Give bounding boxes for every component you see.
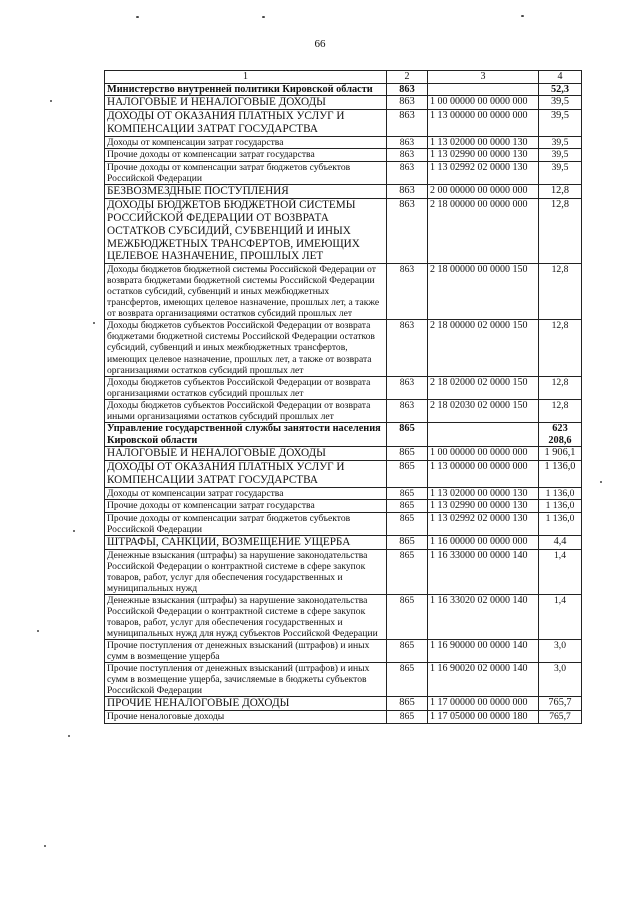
- budget-class-code-cell: 2 18 02030 02 0000 150: [428, 399, 539, 422]
- admin-code-cell: 865: [387, 487, 428, 500]
- admin-code-cell: 863: [387, 198, 428, 263]
- budget-class-code-cell: 1 16 90020 02 0000 140: [428, 663, 539, 697]
- budget-class-code-cell: [428, 422, 539, 447]
- budget-class-code-cell: 2 18 00000 02 0000 150: [428, 320, 539, 376]
- admin-code-cell: 865: [387, 500, 428, 513]
- table-row: [105, 320, 582, 376]
- row-name-cell: Доходы бюджетов субъектов Российской Федерации от возврата иными организациями остатков субсидий прошлых лет: [105, 399, 387, 422]
- budget-class-code-cell: 1 16 00000 00 0000 000: [428, 536, 539, 550]
- row-name-cell: Прочие поступления от денежных взысканий (штрафов) и иных сумм в возмещение ущерба, зачисляемые в бюджеты субъектов Российской Федерации: [105, 663, 387, 697]
- table-row: [105, 711, 582, 724]
- table-row: [105, 136, 582, 149]
- amount-cell: 39,5: [539, 136, 582, 149]
- row-name-cell: Доходы бюджетов бюджетной системы Российской Федерации от возврата бюджетами бюджетной системы Российской Федерации остатков субсидий, субвенций и иных межбюджетных трансфертов, имеющих целевое назначение, прошлых лет, а также от возврата организациями остатков субсидий прошлых лет: [105, 264, 387, 320]
- budget-class-code-cell: 2 00 00000 00 0000 000: [428, 185, 539, 199]
- scan-speck: [50, 100, 52, 102]
- row-name-cell: ПРОЧИЕ НЕНАЛОГОВЫЕ ДОХОДЫ: [105, 697, 387, 711]
- row-name-cell: Доходы от компенсации затрат государства: [105, 136, 387, 149]
- section-header-row: [105, 422, 582, 447]
- header-col-4: 4: [539, 71, 582, 84]
- amount-cell: 3,0: [539, 663, 582, 697]
- table-row: [105, 376, 582, 399]
- scan-speck: [136, 16, 139, 18]
- header-col-3: 3: [428, 71, 539, 84]
- admin-code-cell: 865: [387, 595, 428, 640]
- row-name-cell: БЕЗВОЗМЕЗДНЫЕ ПОСТУПЛЕНИЯ: [105, 185, 387, 199]
- table-row: [105, 149, 582, 162]
- amount-cell: 1 136,0: [539, 487, 582, 500]
- row-name-cell: Денежные взыскания (штрафы) за нарушение законодательства Российской Федерации о контрактной системе в сфере закупок товаров, работ, услуг для обеспечения государственных и муниципальных нужд для нужд субъектов Российской Федерации: [105, 595, 387, 640]
- amount-cell: 765,7: [539, 711, 582, 724]
- admin-code-cell: 865: [387, 640, 428, 663]
- table-row: [105, 549, 582, 594]
- scan-speck: [262, 16, 265, 18]
- table-row: [105, 447, 582, 461]
- amount-cell: 1 136,0: [539, 512, 582, 535]
- admin-code-cell: 863: [387, 110, 428, 137]
- budget-class-code-cell: 1 13 02990 00 0000 130: [428, 500, 539, 513]
- admin-code-cell: 865: [387, 536, 428, 550]
- amount-cell: 39,5: [539, 96, 582, 110]
- row-name-cell: Управление государственной службы занятости населения Кировской области: [105, 422, 387, 447]
- amount-cell: 52,3: [539, 83, 582, 96]
- admin-code-cell: 863: [387, 320, 428, 376]
- revenue-table: [104, 70, 582, 724]
- amount-cell: 12,8: [539, 198, 582, 263]
- budget-class-code-cell: 2 18 00000 00 0000 150: [428, 264, 539, 320]
- budget-class-code-cell: [428, 83, 539, 96]
- table-row: [105, 264, 582, 320]
- amount-cell: 39,5: [539, 161, 582, 184]
- amount-cell: 1 136,0: [539, 500, 582, 513]
- admin-code-cell: 863: [387, 136, 428, 149]
- row-name-cell: ДОХОДЫ БЮДЖЕТОВ БЮДЖЕТНОЙ СИСТЕМЫ РОССИЙСКОЙ ФЕДЕРАЦИИ ОТ ВОЗВРАТА ОСТАТКОВ СУБСИДИЙ, СУБВЕНЦИЙ И ИНЫХ МЕЖБЮДЖЕТНЫХ ТРАНСФЕРТОВ, ИМЕЮЩИХ ЦЕЛЕВОЕ НАЗНАЧЕНИЕ, ПРОШЛЫХ ЛЕТ: [105, 198, 387, 263]
- admin-code-cell: 863: [387, 185, 428, 199]
- table-row: [105, 399, 582, 422]
- budget-class-code-cell: 1 16 33000 00 0000 140: [428, 549, 539, 594]
- row-name-cell: Доходы бюджетов субъектов Российской Федерации от возврата бюджетами бюджетной системы Российской Федерации остатков субсидий, субвенций и иных межбюджетных трансфертов, имеющих целевое назначение, прошлых лет, а также от возврата организациями остатков субсидий прошлых лет: [105, 320, 387, 376]
- amount-cell: 3,0: [539, 640, 582, 663]
- budget-class-code-cell: 1 16 33020 02 0000 140: [428, 595, 539, 640]
- table-row: [105, 595, 582, 640]
- header-row: [105, 71, 582, 84]
- budget-class-code-cell: 1 00 00000 00 0000 000: [428, 96, 539, 110]
- budget-class-code-cell: 1 13 00000 00 0000 000: [428, 110, 539, 137]
- amount-cell: 4,4: [539, 536, 582, 550]
- admin-code-cell: 863: [387, 96, 428, 110]
- scan-speck: [73, 530, 75, 532]
- admin-code-cell: 865: [387, 663, 428, 697]
- amount-cell: 12,8: [539, 320, 582, 376]
- budget-class-code-cell: 2 18 00000 00 0000 000: [428, 198, 539, 263]
- scan-speck: [37, 630, 39, 632]
- table-row: [105, 536, 582, 550]
- admin-code-cell: 863: [387, 83, 428, 96]
- row-name-cell: Прочие доходы от компенсации затрат бюджетов субъектов Российской Федерации: [105, 512, 387, 535]
- table-row: [105, 461, 582, 488]
- row-name-cell: Прочие доходы от компенсации затрат государства: [105, 500, 387, 513]
- amount-cell: 12,8: [539, 399, 582, 422]
- budget-class-code-cell: 1 17 00000 00 0000 000: [428, 697, 539, 711]
- table-row: [105, 110, 582, 137]
- admin-code-cell: 865: [387, 697, 428, 711]
- amount-cell: 1 136,0: [539, 461, 582, 488]
- row-name-cell: НАЛОГОВЫЕ И НЕНАЛОГОВЫЕ ДОХОДЫ: [105, 447, 387, 461]
- table-row: [105, 161, 582, 184]
- table-row: [105, 96, 582, 110]
- budget-class-code-cell: 1 13 02992 02 0000 130: [428, 161, 539, 184]
- table-row: [105, 663, 582, 697]
- amount-cell: 12,8: [539, 264, 582, 320]
- scan-speck: [600, 481, 602, 483]
- header-col-1: 1: [105, 71, 387, 84]
- row-name-cell: Прочие поступления от денежных взысканий (штрафов) и иных сумм в возмещение ущерба: [105, 640, 387, 663]
- amount-cell: 39,5: [539, 149, 582, 162]
- table-body: [105, 71, 582, 724]
- admin-code-cell: 865: [387, 711, 428, 724]
- header-col-2: 2: [387, 71, 428, 84]
- scan-speck: [44, 845, 46, 847]
- budget-class-code-cell: 1 17 05000 00 0000 180: [428, 711, 539, 724]
- admin-code-cell: 863: [387, 376, 428, 399]
- amount-cell: 1,4: [539, 595, 582, 640]
- budget-class-code-cell: 1 13 02992 02 0000 130: [428, 512, 539, 535]
- budget-class-code-cell: 1 13 02000 00 0000 130: [428, 487, 539, 500]
- budget-class-code-cell: 1 13 00000 00 0000 000: [428, 461, 539, 488]
- admin-code-cell: 863: [387, 399, 428, 422]
- row-name-cell: Прочие доходы от компенсации затрат бюджетов субъектов Российской Федерации: [105, 161, 387, 184]
- admin-code-cell: 865: [387, 422, 428, 447]
- scan-speck: [521, 15, 524, 17]
- budget-class-code-cell: 1 13 02990 00 0000 130: [428, 149, 539, 162]
- scan-speck: [93, 322, 95, 324]
- row-name-cell: НАЛОГОВЫЕ И НЕНАЛОГОВЫЕ ДОХОДЫ: [105, 96, 387, 110]
- admin-code-cell: 863: [387, 264, 428, 320]
- page-number: 66: [314, 38, 326, 50]
- amount-cell: 765,7: [539, 697, 582, 711]
- amount-cell: 12,8: [539, 185, 582, 199]
- row-name-cell: Денежные взыскания (штрафы) за нарушение законодательства Российской Федерации о контрактной системе в сфере закупок товаров, работ, услуг для обеспечения государственных и муниципальных нужд: [105, 549, 387, 594]
- row-name-cell: Прочие неналоговые доходы: [105, 711, 387, 724]
- table-row: [105, 512, 582, 535]
- admin-code-cell: 865: [387, 447, 428, 461]
- table-row: [105, 487, 582, 500]
- admin-code-cell: 865: [387, 512, 428, 535]
- admin-code-cell: 865: [387, 461, 428, 488]
- table-row: [105, 500, 582, 513]
- amount-cell: 12,8: [539, 376, 582, 399]
- amount-cell: 1,4: [539, 549, 582, 594]
- table-row: [105, 198, 582, 263]
- budget-class-code-cell: 1 00 00000 00 0000 000: [428, 447, 539, 461]
- row-name-cell: ДОХОДЫ ОТ ОКАЗАНИЯ ПЛАТНЫХ УСЛУГ И КОМПЕНСАЦИИ ЗАТРАТ ГОСУДАРСТВА: [105, 110, 387, 137]
- row-name-cell: Министерство внутренней политики Кировской области: [105, 83, 387, 96]
- amount-cell: 39,5: [539, 110, 582, 137]
- scan-speck: [68, 735, 70, 737]
- row-name-cell: ШТРАФЫ, САНКЦИИ, ВОЗМЕЩЕНИЕ УЩЕРБА: [105, 536, 387, 550]
- row-name-cell: Доходы от компенсации затрат государства: [105, 487, 387, 500]
- section-header-row: [105, 83, 582, 96]
- budget-class-code-cell: 1 16 90000 00 0000 140: [428, 640, 539, 663]
- row-name-cell: Прочие доходы от компенсации затрат государства: [105, 149, 387, 162]
- amount-cell: 623 208,6: [539, 422, 582, 447]
- row-name-cell: Доходы бюджетов субъектов Российской Федерации от возврата организациями остатков субсидий прошлых лет: [105, 376, 387, 399]
- row-name-cell: ДОХОДЫ ОТ ОКАЗАНИЯ ПЛАТНЫХ УСЛУГ И КОМПЕНСАЦИИ ЗАТРАТ ГОСУДАРСТВА: [105, 461, 387, 488]
- admin-code-cell: 863: [387, 161, 428, 184]
- table-row: [105, 697, 582, 711]
- budget-class-code-cell: 2 18 02000 02 0000 150: [428, 376, 539, 399]
- table-row: [105, 185, 582, 199]
- admin-code-cell: 865: [387, 549, 428, 594]
- amount-cell: 1 906,1: [539, 447, 582, 461]
- budget-class-code-cell: 1 13 02000 00 0000 130: [428, 136, 539, 149]
- table-row: [105, 640, 582, 663]
- admin-code-cell: 863: [387, 149, 428, 162]
